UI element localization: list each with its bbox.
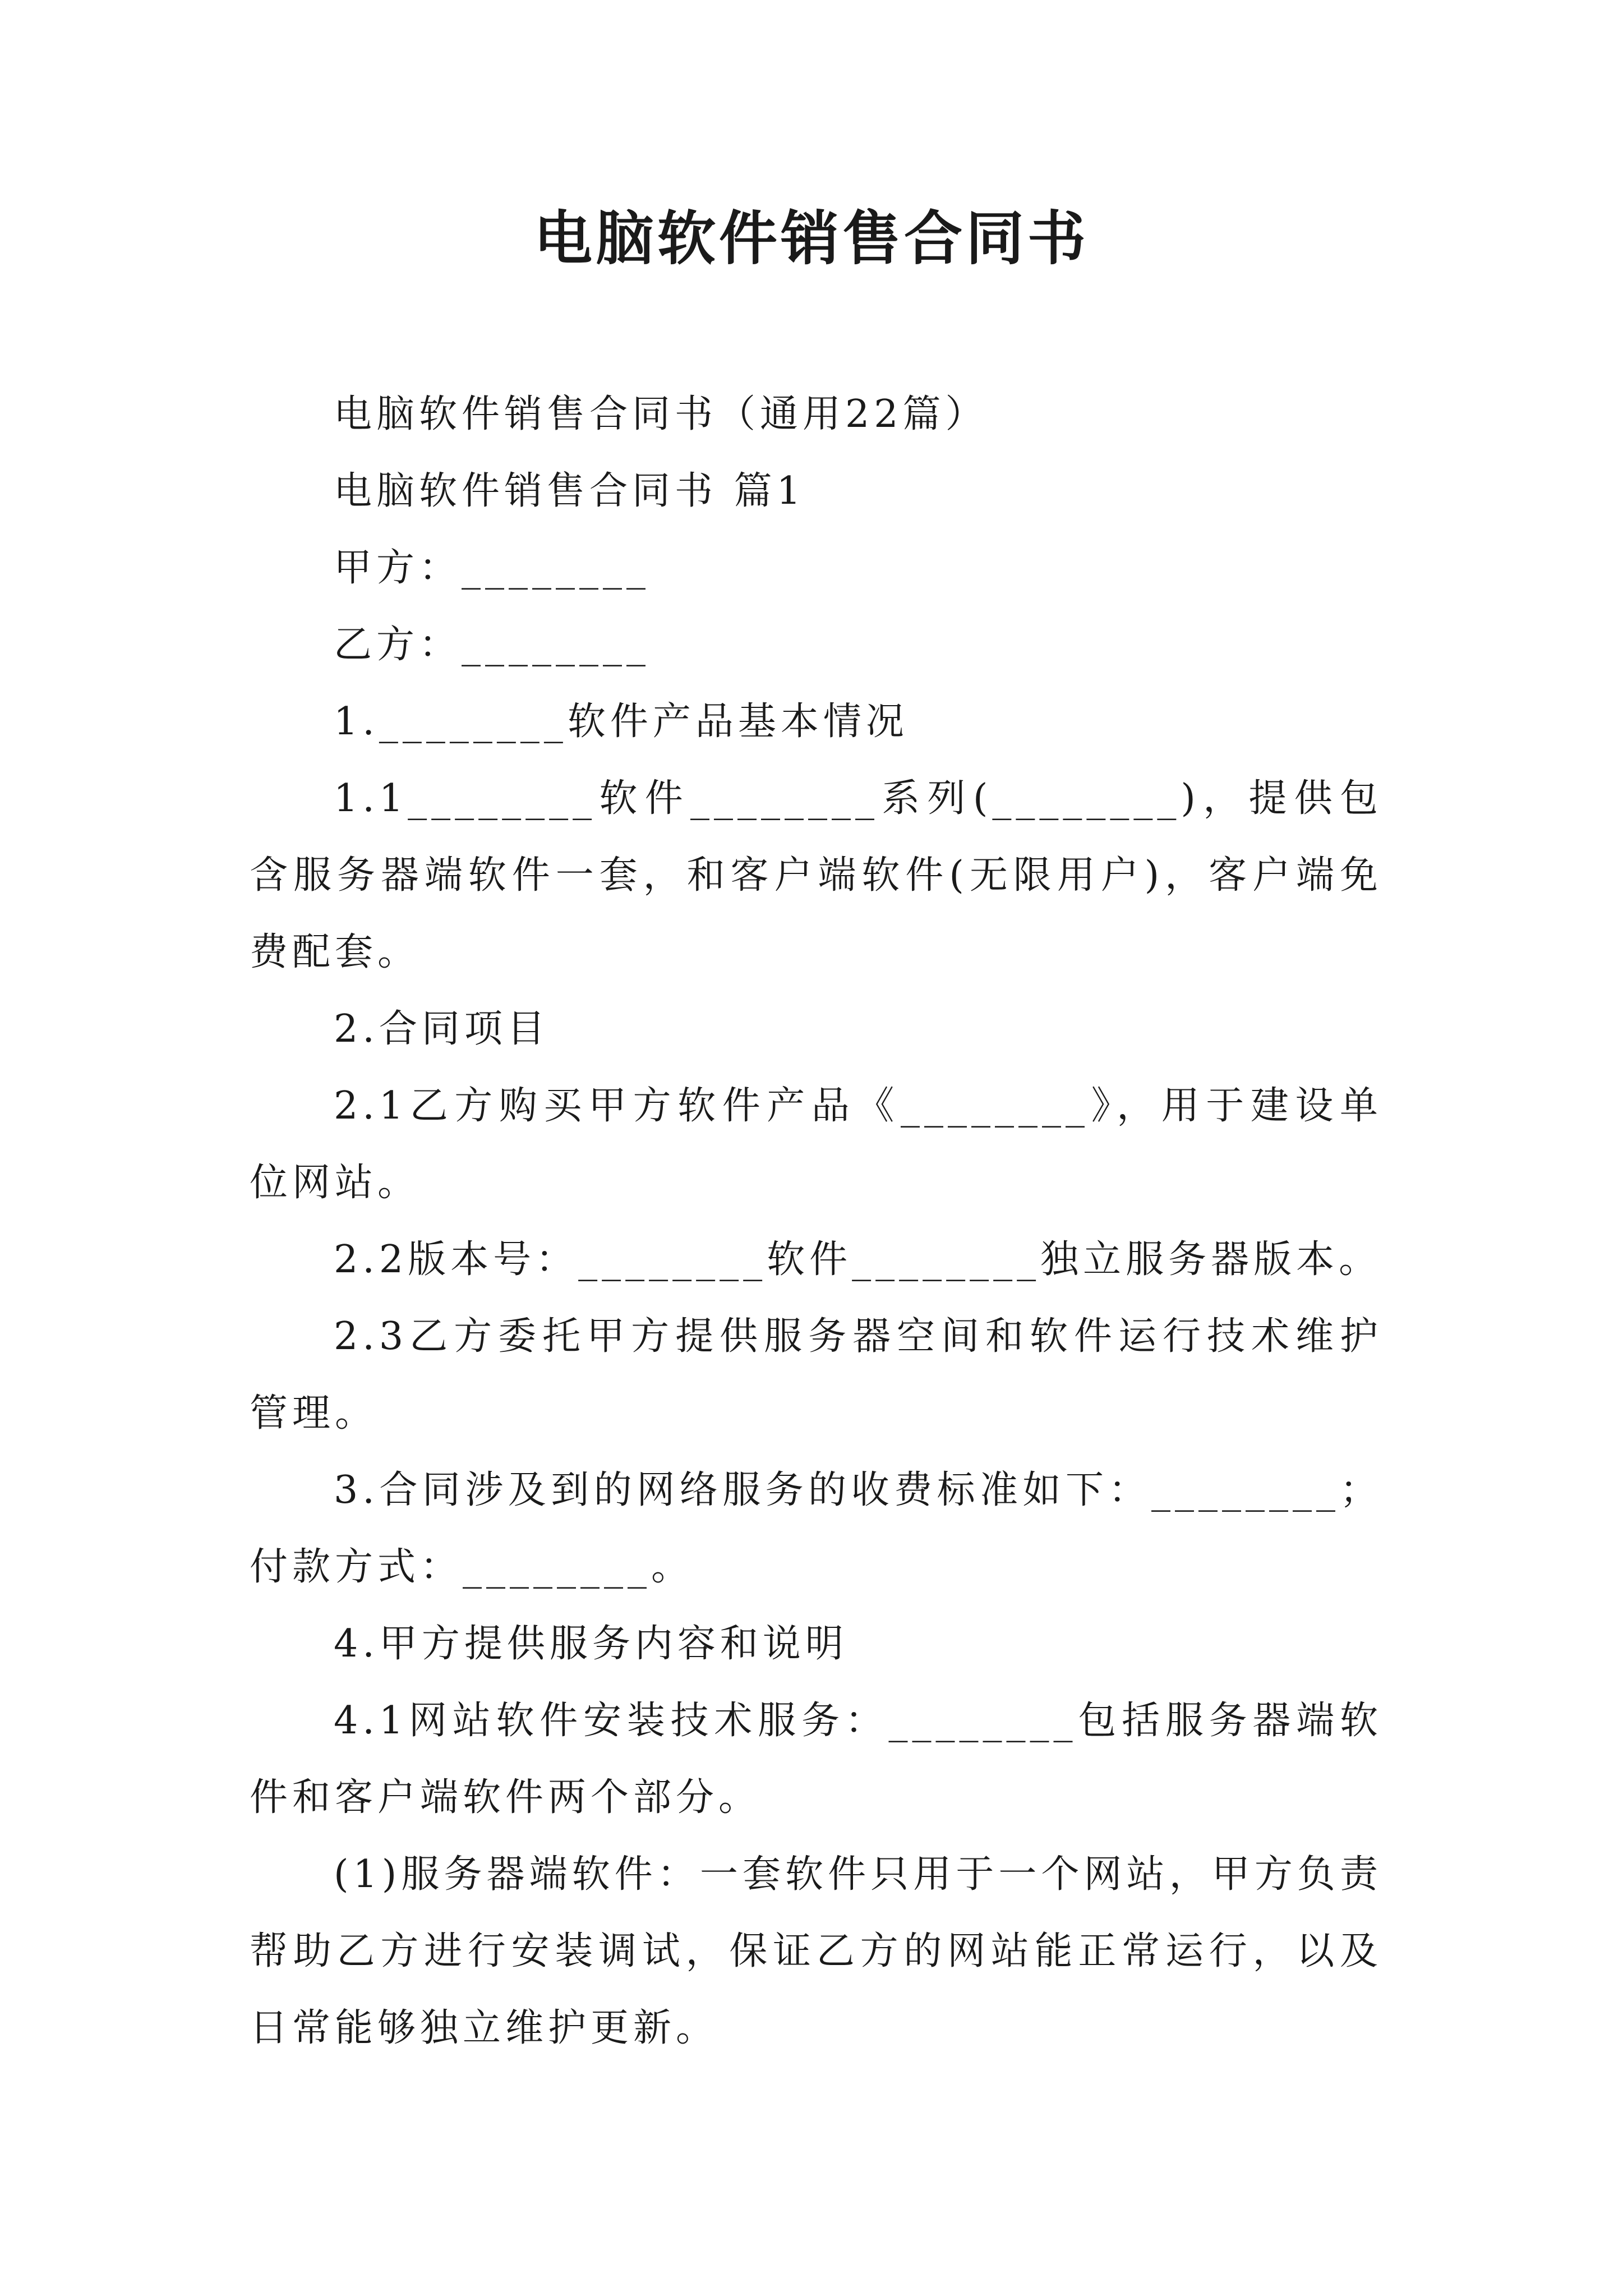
paragraph-clause-1: 1.________软件产品基本情况 (334, 700, 909, 744)
paragraph-section-heading: 电脑软件销售合同书 篇1 (334, 469, 805, 513)
document-body (250, 376, 1382, 2067)
paragraph-clause-2-2: 2.2版本号：________软件________独立服务器版本。 (334, 1237, 1382, 1282)
paragraph-clause-4: 4.甲方提供服务内容和说明 (334, 1622, 848, 1666)
paragraph-subtitle: 电脑软件销售合同书（通用22篇） (334, 392, 988, 436)
paragraph-clause-1-1: 1.1________软件________系列(________)，提供包含服务器端软件一套，和客户端软件(无限用户)，客户端免费配套。 (250, 776, 1382, 974)
paragraph-clause-4-1: 4.1网站软件安装技术服务：________包括服务器端软件和客户端软件两个部分。 (250, 1699, 1382, 1820)
paragraph-clause-2: 2.合同项目 (334, 1007, 550, 1051)
paragraph-party-b: 乙方：________ (334, 623, 651, 667)
paragraph-clause-4-1-item-1: (1)服务器端软件：一套软件只用于一个网站，甲方负责帮助乙方进行安装调试，保证乙方的网站能正常运行，以及日常能够独立维护更新。 (250, 1852, 1382, 2050)
paragraph-clause-2-3: 2.3乙方委托甲方提供服务器空间和软件运行技术维护管理。 (250, 1314, 1382, 1435)
paragraph-party-a: 甲方：________ (334, 546, 651, 590)
document-title: 电脑软件销售合同书 (533, 204, 1089, 273)
paragraph-clause-3: 3.合同涉及到的网络服务的收费标准如下：________；付款方式：________。 (250, 1468, 1382, 1589)
paragraph-clause-2-1: 2.1乙方购买甲方软件产品《________》，用于建设单位网站。 (250, 1084, 1382, 1205)
